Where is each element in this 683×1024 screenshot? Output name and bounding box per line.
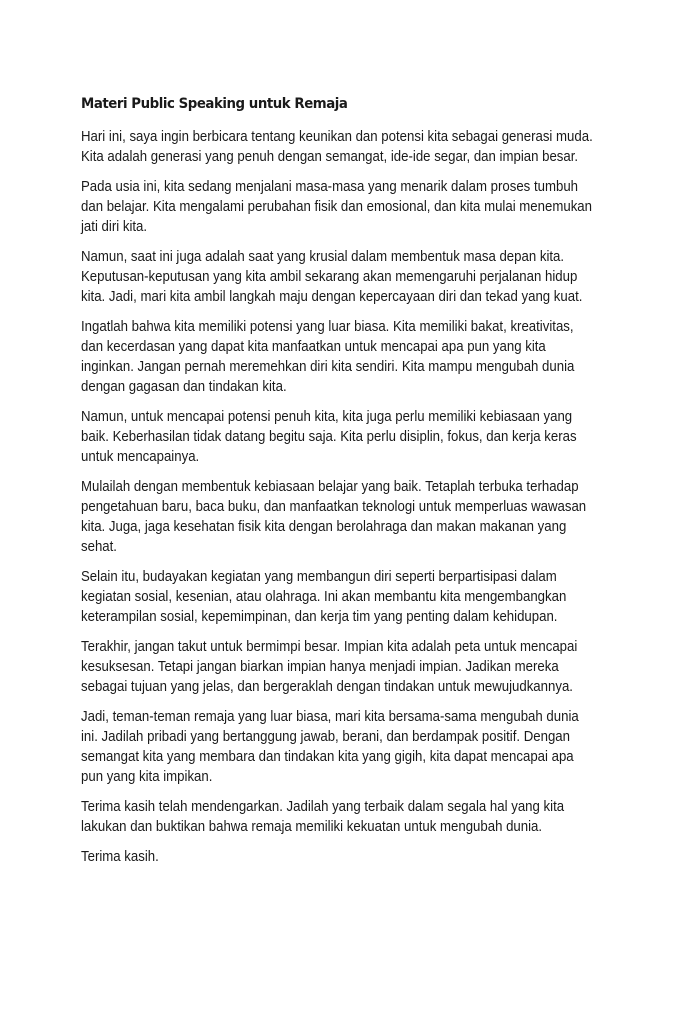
text-line: keterampilan sosial, kepemimpinan, dan kerja tim yang penting dalam kehidupan. xyxy=(81,609,558,625)
paragraph-thanks xyxy=(81,797,642,837)
text-line: kita. Juga, jaga kesehatan fisik kita dengan berolahraga dan makan makanan yang xyxy=(81,519,567,535)
text-line: semangat kita yang membara dan tindakan kita yang gigih, kita dapat mencapai apa xyxy=(81,749,574,765)
text-line: Selain itu, budayakan kegiatan yang membangun diri seperti berpartisipasi dalam xyxy=(81,569,557,585)
paragraph-closing xyxy=(81,847,642,867)
text-line: ini. Jadilah pribadi yang bertanggung jawab, berani, dan berdampak positif. Dengan xyxy=(81,729,571,745)
paragraph-learning xyxy=(81,477,642,557)
text-line: pengetahuan baru, baca buku, dan manfaatkan teknologi untuk memperluas wawasan xyxy=(81,499,587,515)
text-line: kegiatan sosial, kesenian, atau olahraga. Ini akan membantu kita mengembangkan xyxy=(81,589,567,605)
text-line: lakukan dan buktikan bahwa remaja memiliki kekuatan untuk mengubah dunia. xyxy=(81,819,543,835)
document-title: Materi Public Speaking untuk Remaja xyxy=(81,96,348,112)
paragraph-crucial xyxy=(81,247,642,307)
text-line: kesuksesan. Tetapi jangan biarkan impian hanya menjadi impian. Jadikan mereka xyxy=(81,659,559,675)
text-line: dengan gagasan dan tindakan kita. xyxy=(81,379,287,395)
text-line: untuk mencapainya. xyxy=(81,449,200,465)
paragraph-dreams xyxy=(81,637,642,697)
text-line: dan kecerdasan yang dapat kita manfaatkan untuk mencapai apa pun yang kita xyxy=(81,339,546,355)
text-line: baik. Keberhasilan tidak datang begitu saja. Kita perlu disiplin, fokus, dan kerja keras xyxy=(81,429,577,445)
text-line: Terima kasih telah mendengarkan. Jadilah yang terbaik dalam segala hal yang kita xyxy=(81,799,565,815)
paragraph-potential xyxy=(81,317,642,397)
text-line: Mulailah dengan membentuk kebiasaan belajar yang baik. Tetaplah terbuka terhadap xyxy=(81,479,579,495)
text-line: pun yang kita impikan. xyxy=(81,769,213,785)
text-line: Keputusan-keputusan yang kita ambil sekarang akan memengaruhi perjalanan hidup xyxy=(81,269,578,285)
paragraph-activities xyxy=(81,567,642,627)
paragraph-call-to-action xyxy=(81,707,642,787)
text-line: Ingatlah bahwa kita memiliki potensi yang luar biasa. Kita memiliki bakat, kreativitas, xyxy=(81,319,574,335)
text-line: sehat. xyxy=(81,539,117,555)
text-line: Kita adalah generasi yang penuh dengan semangat, ide-ide segar, dan impian besar. xyxy=(81,149,579,165)
text-line: Pada usia ini, kita sedang menjalani masa-masa yang menarik dalam proses tumbuh xyxy=(81,179,579,195)
text-line: jati diri kita. xyxy=(81,219,148,235)
text-line: kita. Jadi, mari kita ambil langkah maju dengan kepercayaan diri dan tekad yang kuat. xyxy=(81,289,583,305)
document-page xyxy=(81,94,641,877)
text-line: Namun, saat ini juga adalah saat yang krusial dalam membentuk masa depan kita. xyxy=(81,249,565,265)
text-line: Terakhir, jangan takut untuk bermimpi besar. Impian kita adalah peta untuk mencapai xyxy=(81,639,578,655)
text-line: dan belajar. Kita mengalami perubahan fisik dan emosional, dan kita mulai menemukan xyxy=(81,199,592,215)
paragraph-age xyxy=(81,177,642,237)
text-line: inginkan. Jangan pernah meremehkan diri kita sendiri. Kita mampu mengubah dunia xyxy=(81,359,575,375)
text-line: Namun, untuk mencapai potensi penuh kita, kita juga perlu memiliki kebiasaan yang xyxy=(81,409,573,425)
text-line: Hari ini, saya ingin berbicara tentang keunikan dan potensi kita sebagai generasi muda. xyxy=(81,129,593,145)
text-line: sebagai tujuan yang jelas, dan bergeraklah dengan tindakan untuk mewujudkannya. xyxy=(81,679,573,695)
text-line: Jadi, teman-teman remaja yang luar biasa, mari kita bersama-sama mengubah dunia xyxy=(81,709,579,725)
paragraph-habits xyxy=(81,407,642,467)
paragraph-intro xyxy=(81,127,642,167)
text-line: Terima kasih. xyxy=(81,849,159,865)
